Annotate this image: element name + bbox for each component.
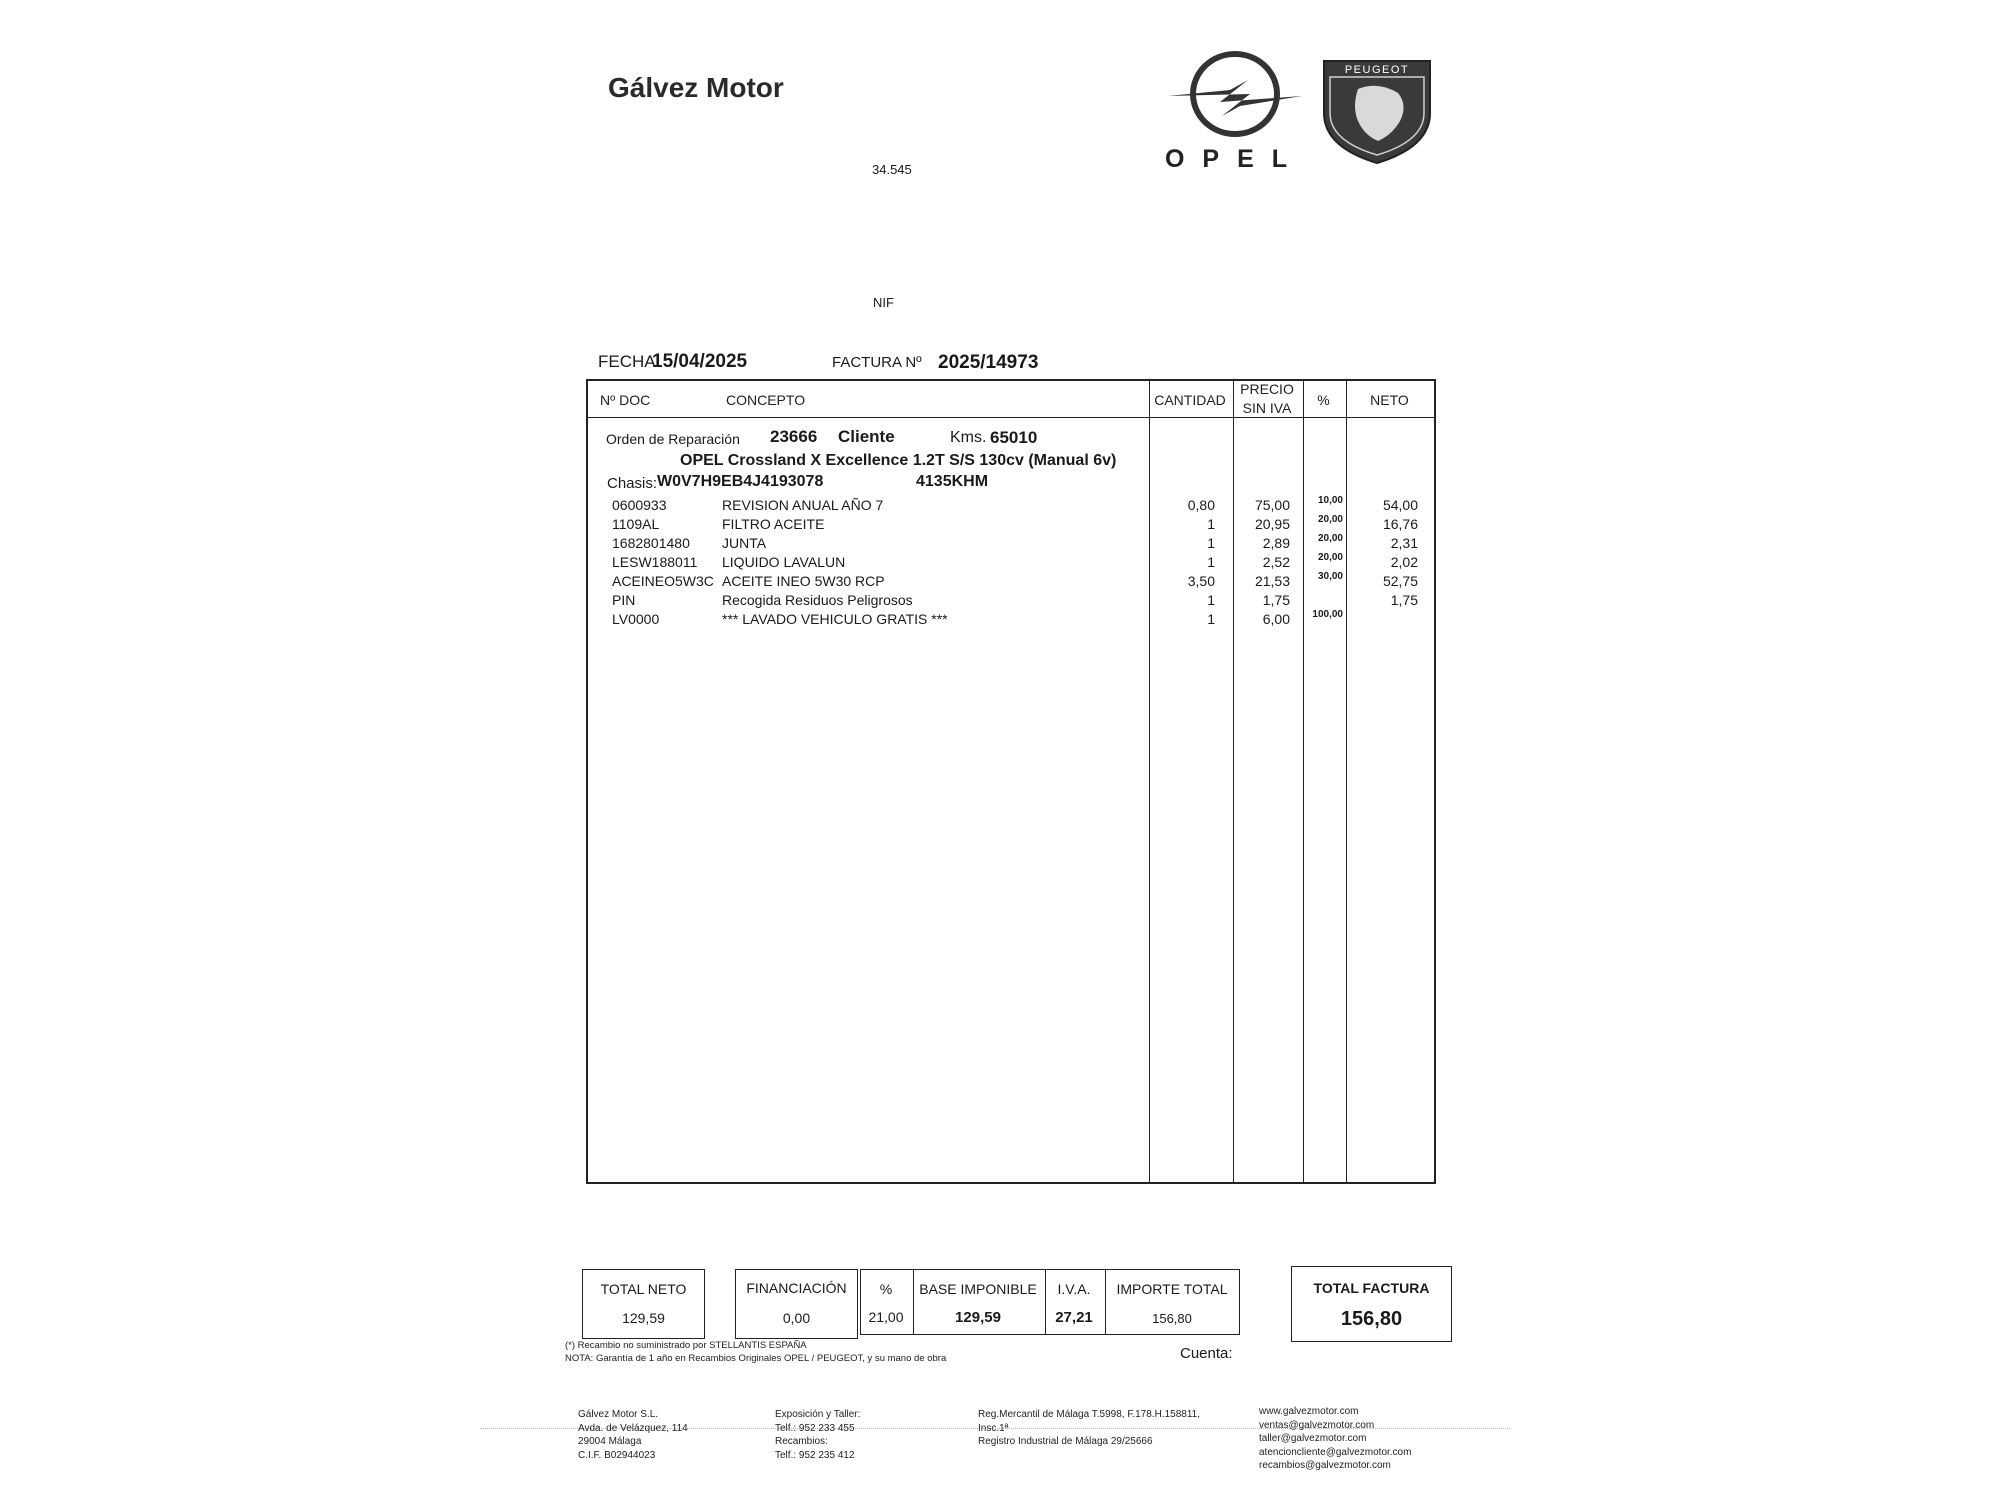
peugeot-wordmark: PEUGEOT: [1344, 64, 1410, 76]
footer-line: Avda. de Velázquez, 114: [578, 1422, 688, 1434]
item-pct: 30,00: [1317, 571, 1343, 582]
item-price: 20,95: [1254, 516, 1290, 532]
item-price: 2,52: [1262, 554, 1290, 570]
base-imponible-value: 129,59: [955, 1309, 1001, 1326]
financiacion-value: 0,00: [782, 1310, 811, 1326]
chasis-value: W0V7H9EB4J4193078: [657, 473, 824, 490]
header-sin-iva: SIN IVA: [1242, 400, 1292, 416]
item-qty: 3,50: [1187, 573, 1215, 589]
item-net: 54,00: [1382, 497, 1418, 513]
footer-line: Registro Industrial de Málaga 29/25666: [978, 1436, 1153, 1447]
header-divider: [588, 417, 1434, 418]
item-code: LESW188011: [612, 554, 698, 570]
footer-link[interactable]: atencioncliente@galvezmotor.com: [1259, 1446, 1412, 1458]
footer-registry: [978, 1408, 1200, 1449]
fecha-value: 15/04/2025: [652, 351, 748, 372]
chasis-label: Chasis:: [607, 475, 658, 492]
nif-label: NIF: [873, 295, 894, 310]
importe-total-value: 156,80: [1152, 1311, 1192, 1326]
item-concept: LIQUIDO LAVALUN: [722, 554, 846, 570]
opel-wordmark: OPEL: [1164, 145, 1306, 173]
item-pct: 20,00: [1317, 514, 1343, 525]
footer-link[interactable]: ventas@galvezmotor.com: [1259, 1419, 1375, 1431]
pct-label: %: [879, 1281, 893, 1297]
item-net: 16,76: [1382, 516, 1418, 532]
item-code: ACEINEO5W3C: [612, 573, 714, 589]
total-factura-label: TOTAL FACTURA: [1313, 1280, 1430, 1296]
peugeot-logo: [1318, 55, 1436, 167]
header-ndoc: Nº DOC: [600, 392, 651, 408]
total-neto-label: TOTAL NETO: [600, 1281, 687, 1297]
item-qty: 1: [1207, 516, 1215, 532]
factura-label: FACTURA Nº: [832, 354, 922, 371]
reference-number: 34.545: [872, 162, 912, 177]
note-recambio: (*) Recambio no suministrado por STELLANTIS ESPAÑA: [565, 1340, 807, 1351]
header-pct: %: [1317, 392, 1330, 408]
table-row: [0, 497, 2000, 516]
kms-value: 65010: [990, 428, 1038, 447]
item-pct: 100,00: [1312, 609, 1343, 620]
item-price: 1,75: [1262, 592, 1290, 608]
factura-number: 2025/14973: [938, 352, 1039, 373]
cuenta-label: Cuenta:: [1180, 1345, 1233, 1362]
footer-line: C.I.F. B02944023: [578, 1449, 656, 1461]
iva-label: I.V.A.: [1057, 1281, 1091, 1297]
total-neto-box: [582, 1269, 705, 1339]
item-pct: 20,00: [1317, 533, 1343, 544]
item-code: LV0000: [612, 611, 660, 627]
item-code: 1109AL: [612, 516, 660, 532]
fecha-label: FECHA:: [598, 352, 661, 371]
item-concept: ACEITE INEO 5W30 RCP: [722, 573, 885, 589]
orden-label: Orden de Reparación: [606, 431, 740, 447]
item-qty: 1: [1207, 592, 1215, 608]
opel-bolt: [1168, 80, 1302, 116]
item-concept: Recogida Residuos Peligrosos: [722, 592, 913, 608]
table-row: [0, 611, 2000, 630]
table-row: [0, 535, 2000, 554]
item-concept: *** LAVADO VEHICULO GRATIS ***: [722, 611, 948, 627]
table-row: [0, 592, 2000, 611]
footer-line: 29004 Málaga: [578, 1436, 642, 1447]
table-row: [0, 573, 2000, 592]
base-imponible-label: BASE IMPONIBLE: [919, 1281, 1037, 1297]
table-row: [0, 516, 2000, 535]
item-code: 0600933: [612, 497, 667, 513]
footer-line: Recambios:: [775, 1436, 828, 1447]
importe-total-label: IMPORTE TOTAL: [1116, 1281, 1228, 1297]
item-concept: JUNTA: [722, 535, 767, 551]
kms-label: Kms.: [950, 429, 987, 446]
footer-line: Gálvez Motor S.L.: [578, 1409, 659, 1420]
footer-line: Reg.Mercantil de Málaga T.5998, F.178.H.158811,: [978, 1409, 1200, 1420]
cliente-label: Cliente: [838, 427, 895, 446]
pct-value: 21,00: [868, 1309, 904, 1325]
opel-logo: [1160, 50, 1310, 175]
footer-link[interactable]: taller@galvezmotor.com: [1259, 1433, 1367, 1444]
company-name: Gálvez Motor: [608, 72, 784, 103]
footer-line: Telf.: 952 233 455: [775, 1422, 855, 1434]
header-precio: PRECIO: [1240, 381, 1294, 397]
financiacion-label: FINANCIACIÓN: [746, 1280, 847, 1296]
item-qty: 1: [1207, 535, 1215, 551]
plate-number: 4135KHM: [916, 473, 989, 490]
item-price: 2,89: [1262, 535, 1290, 551]
footer-contact: [775, 1408, 860, 1462]
item-net: 2,02: [1390, 554, 1418, 570]
footer-link[interactable]: www.galvezmotor.com: [1259, 1406, 1359, 1417]
item-net: 2,31: [1390, 535, 1418, 551]
item-net: 52,75: [1382, 573, 1418, 589]
item-pct: 20,00: [1317, 552, 1343, 563]
header-neto: NETO: [1370, 392, 1409, 408]
item-pct: 10,00: [1317, 495, 1343, 506]
orden-value: 23666: [770, 427, 818, 446]
footer-web: [1259, 1405, 1411, 1473]
footer-line: Telf.: 952 235 412: [775, 1449, 855, 1461]
iva-value: 27,21: [1055, 1309, 1093, 1326]
footer-line: Insc.1ª: [978, 1422, 1009, 1434]
item-qty: 1: [1207, 611, 1215, 627]
item-concept: REVISION ANUAL AÑO 7: [722, 497, 884, 513]
item-qty: 0,80: [1187, 497, 1215, 513]
item-code: PIN: [612, 592, 636, 608]
vehicle-description: OPEL Crossland X Excellence 1.2T S/S 130cv (Manual 6v): [680, 452, 1117, 469]
item-price: 6,00: [1262, 611, 1290, 627]
header-cantidad: CANTIDAD: [1154, 392, 1226, 408]
footer-company: [578, 1408, 688, 1462]
item-qty: 1: [1207, 554, 1215, 570]
item-code: 1682801480: [612, 535, 690, 551]
header-concepto: CONCEPTO: [726, 392, 806, 408]
table-row: [0, 554, 2000, 573]
total-neto-value: 129,59: [622, 1310, 665, 1326]
total-factura-value: 156,80: [1340, 1308, 1403, 1330]
note-garantia: NOTA: Garantía de 1 año en Recambios Originales OPEL / PEUGEOT, y su mano de obra: [565, 1353, 947, 1364]
item-concept: FILTRO ACEITE: [722, 516, 825, 532]
item-price: 75,00: [1254, 497, 1290, 513]
item-price: 21,53: [1254, 573, 1290, 589]
footer-link[interactable]: recambios@galvezmotor.com: [1259, 1460, 1391, 1471]
footer-line: Exposición y Taller:: [775, 1409, 861, 1420]
item-net: 1,75: [1390, 592, 1418, 608]
